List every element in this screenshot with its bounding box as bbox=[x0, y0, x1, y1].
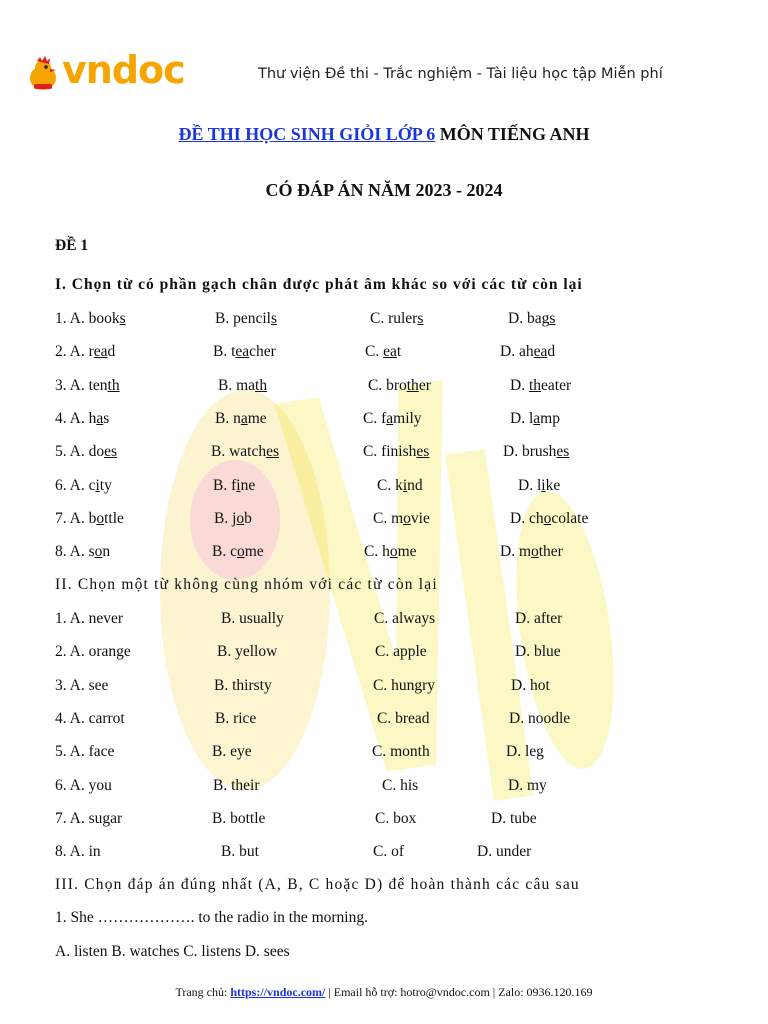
answer-option: C. of bbox=[373, 843, 404, 861]
logo-text: vndoc bbox=[62, 48, 185, 92]
answer-option: 3. A. tenth bbox=[55, 376, 120, 394]
answer-option: 5. A. does bbox=[55, 443, 118, 461]
answer-option: D. my bbox=[508, 776, 547, 794]
underlined-part: a bbox=[240, 409, 248, 427]
section2-row bbox=[0, 710, 768, 730]
page-header bbox=[26, 48, 746, 104]
answer-option: B. yellow bbox=[217, 643, 278, 661]
rooster-mascot-icon bbox=[26, 56, 60, 92]
answer-option: B. job bbox=[214, 509, 252, 527]
section2-row bbox=[0, 677, 768, 697]
answer-option: D. brushes bbox=[503, 443, 570, 461]
underlined-part: o bbox=[94, 543, 103, 561]
answer-option: D. hot bbox=[511, 676, 550, 694]
underlined-part: es bbox=[104, 443, 118, 461]
answer-option: C. rulers bbox=[370, 310, 424, 327]
answer-option: 1. A. books bbox=[55, 310, 126, 327]
answer-option: 6. A. you bbox=[55, 776, 112, 794]
question-1-options: A. listen B. watches C. listens D. sees bbox=[55, 943, 290, 960]
answer-option: 4. A. has bbox=[55, 409, 110, 427]
section2-row bbox=[0, 777, 768, 797]
answer-option: 6. A. city bbox=[55, 476, 112, 494]
exam-number: ĐỀ 1 bbox=[55, 237, 89, 254]
answer-option: 7. A. bottle bbox=[55, 509, 124, 527]
answer-option: C. family bbox=[363, 409, 422, 427]
answer-option: C. eat bbox=[365, 343, 402, 361]
answer-option: C. month bbox=[372, 743, 430, 761]
section1-row bbox=[0, 310, 768, 330]
underlined-part: o bbox=[403, 509, 411, 527]
section2-row bbox=[0, 810, 768, 830]
underlined-part: ea bbox=[235, 343, 250, 361]
answer-option: D. noodle bbox=[509, 709, 571, 727]
section2-heading: II. Chọn một từ không cùng nhóm với các từ còn lại bbox=[55, 576, 438, 593]
underlined-part: th bbox=[107, 376, 120, 394]
answer-option: C. box bbox=[375, 809, 417, 827]
underlined-part: es bbox=[266, 443, 280, 461]
section1-heading: I. Chọn từ có phần gạch chân được phát âm khác so với các từ còn lại bbox=[55, 276, 583, 293]
footer-prefix: Trang chủ: bbox=[175, 985, 231, 999]
answer-option: 4. A. carrot bbox=[55, 709, 125, 727]
answer-option: D. after bbox=[515, 610, 563, 627]
answer-option: B. eye bbox=[212, 743, 252, 761]
footer-contact: | Email hỗ trợ: hotro@vndoc.com | Zalo: 0936.120.169 bbox=[325, 985, 593, 999]
underlined-part: th bbox=[528, 376, 542, 394]
answer-option: B. pencils bbox=[215, 310, 278, 327]
underlined-part: es bbox=[556, 443, 570, 461]
answer-option: 2. A. orange bbox=[55, 643, 131, 661]
underlined-part: i bbox=[236, 476, 241, 494]
question-1: 1. She ………………. to the radio in the morning. bbox=[55, 909, 368, 926]
underlined-part: ea bbox=[383, 343, 397, 361]
answer-option: B. bottle bbox=[212, 809, 266, 827]
underlined-part: th bbox=[406, 376, 419, 394]
answer-option: C. finishes bbox=[363, 443, 430, 461]
answer-option: D. bags bbox=[508, 310, 556, 327]
answer-option: D. blue bbox=[515, 643, 561, 661]
answer-option: B. come bbox=[212, 543, 264, 561]
answer-option: D. tube bbox=[491, 809, 537, 827]
answer-option: D. under bbox=[477, 843, 532, 861]
page-subtitle: CÓ ĐÁP ÁN NĂM 2023 - 2024 bbox=[265, 180, 503, 200]
section1-row bbox=[0, 543, 768, 563]
underlined-part: th bbox=[255, 376, 268, 394]
answer-option: D. theater bbox=[510, 376, 572, 394]
answer-option: D. like bbox=[518, 476, 561, 494]
underlined-part: a bbox=[533, 409, 541, 427]
answer-option: B. their bbox=[213, 776, 260, 794]
underlined-part: o bbox=[531, 543, 539, 561]
answer-option: C. movie bbox=[373, 509, 430, 527]
answer-option: 3. A. see bbox=[55, 676, 109, 694]
answer-option: B. fine bbox=[213, 476, 256, 494]
section2-row bbox=[0, 843, 768, 863]
section1-row bbox=[0, 477, 768, 497]
section2-row bbox=[0, 743, 768, 763]
answer-option: D. ahead bbox=[500, 343, 556, 361]
answer-option: B. watches bbox=[211, 443, 280, 461]
underlined-part: ea bbox=[533, 343, 548, 361]
answer-option: B. but bbox=[221, 843, 259, 861]
underlined-part: es bbox=[416, 443, 430, 461]
section1-row bbox=[0, 343, 768, 363]
page-footer bbox=[0, 985, 768, 1000]
underlined-part: i bbox=[402, 476, 408, 494]
underlined-part: a bbox=[386, 409, 394, 427]
underlined-part: o bbox=[236, 543, 245, 561]
site-tagline: Thư viện Đề thi - Trắc nghiệm - Tài liệu học tập Miễn phí bbox=[258, 66, 663, 82]
underlined-part: o bbox=[96, 509, 105, 527]
title-link[interactable]: ĐỀ THI HỌC SINH GIỎI LỚP 6 bbox=[178, 124, 436, 144]
answer-option: D. mother bbox=[500, 543, 563, 561]
underlined-part: s bbox=[417, 310, 424, 327]
footer-home-link[interactable]: https://vndoc.com/ bbox=[230, 985, 326, 999]
answer-option: 7. A. sugar bbox=[55, 809, 123, 827]
answer-option: 8. A. son bbox=[55, 543, 111, 561]
answer-option: B. name bbox=[215, 409, 267, 427]
section3-heading: III. Chọn đáp án đúng nhất (A, B, C hoặc D) để hoàn thành các câu sau bbox=[55, 876, 580, 893]
underlined-part: i bbox=[541, 476, 546, 494]
answer-option: C. brother bbox=[368, 376, 431, 394]
answer-option: C. apple bbox=[375, 643, 427, 661]
section1-row bbox=[0, 510, 768, 530]
section2-row bbox=[0, 643, 768, 663]
vndoc-logo[interactable] bbox=[26, 48, 191, 102]
section1-row bbox=[0, 443, 768, 463]
answer-option: B. thirsty bbox=[214, 676, 272, 694]
section1-row bbox=[0, 410, 768, 430]
answer-option: 5. A. face bbox=[55, 743, 115, 761]
answer-option: C. hungry bbox=[373, 676, 435, 694]
section1-row bbox=[0, 377, 768, 397]
section2-row bbox=[0, 610, 768, 630]
answer-option: D. lamp bbox=[510, 409, 560, 427]
answer-option: 8. A. in bbox=[55, 843, 101, 861]
underlined-part: o bbox=[236, 509, 245, 527]
underlined-part: s bbox=[270, 310, 278, 327]
answer-option: B. teacher bbox=[213, 343, 276, 361]
underlined-part: o bbox=[543, 509, 552, 527]
answer-option: C. kind bbox=[377, 476, 423, 494]
answer-option: D. leg bbox=[506, 743, 544, 761]
underlined-part: ea bbox=[93, 343, 108, 361]
underlined-part: s bbox=[549, 310, 556, 327]
answer-option: B. rice bbox=[215, 709, 257, 727]
page-title bbox=[0, 124, 768, 145]
answer-option: 2. A. read bbox=[55, 343, 116, 361]
answer-option: 1. A. never bbox=[55, 610, 124, 627]
answer-option: C. always bbox=[374, 610, 436, 627]
answer-option: D. chocolate bbox=[510, 509, 589, 527]
underlined-part: s bbox=[119, 310, 126, 327]
underlined-part: o bbox=[389, 543, 398, 561]
underlined-part: a bbox=[96, 409, 104, 427]
answer-option: C. home bbox=[364, 543, 417, 561]
answer-option: B. math bbox=[218, 376, 268, 394]
answer-option: B. usually bbox=[221, 610, 284, 627]
answer-option: C. his bbox=[382, 776, 419, 794]
title-rest: MÔN TIẾNG ANH bbox=[435, 124, 590, 144]
answer-option: C. bread bbox=[377, 709, 430, 727]
underlined-part: i bbox=[95, 476, 100, 494]
